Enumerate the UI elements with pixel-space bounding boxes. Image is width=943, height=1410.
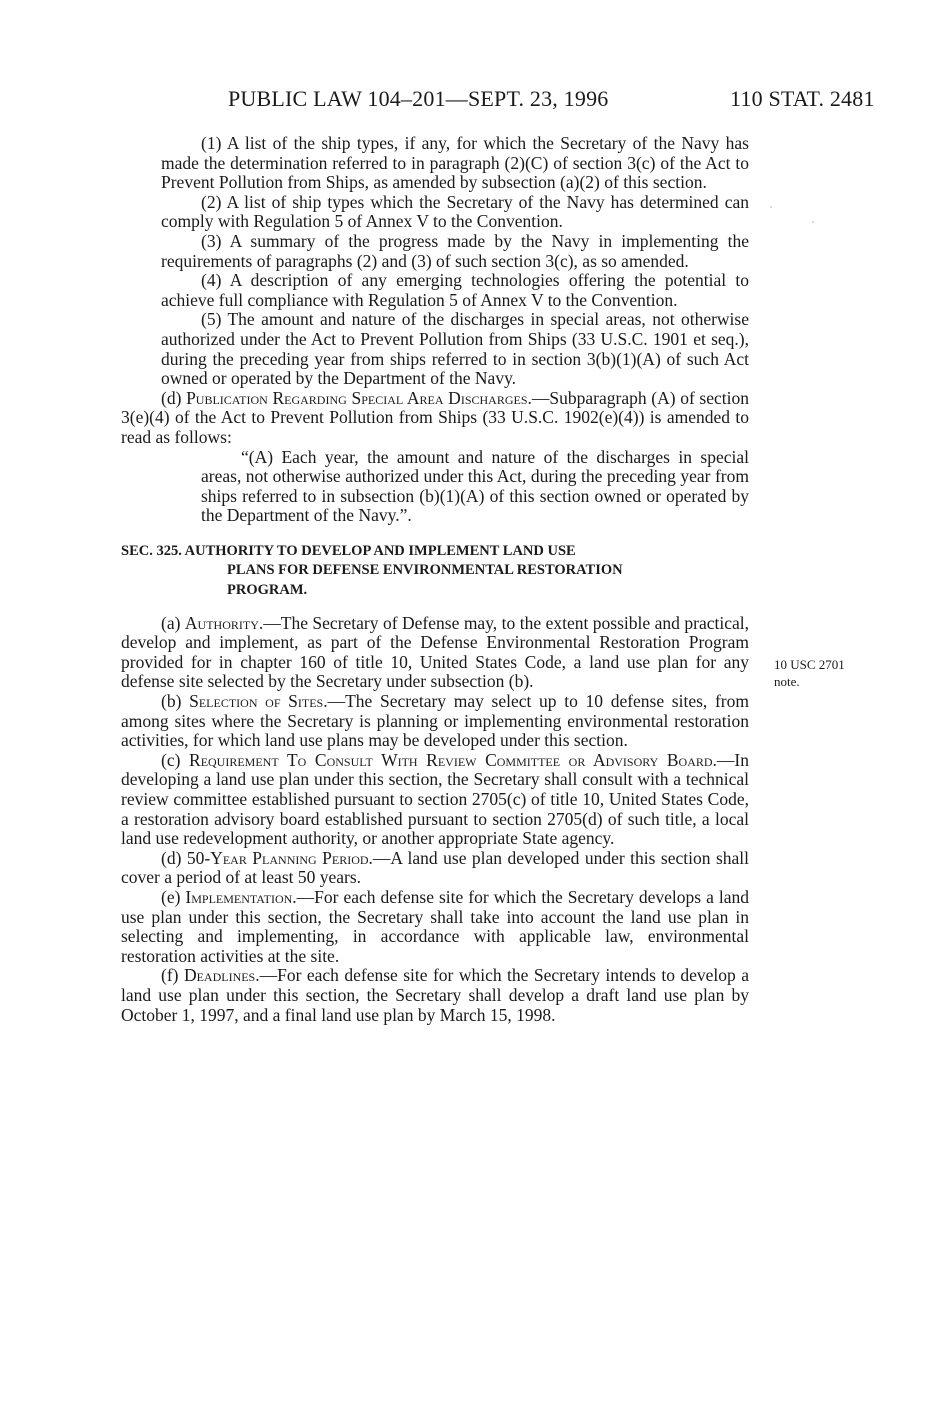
subsection-e xyxy=(121,888,749,966)
subsection-heading: Authority. xyxy=(184,612,264,633)
list-item-4: (4) A description of any emerging technologies offering the potential to achieve full compliance with Regulation 5 of Annex V to the Convention. xyxy=(161,270,749,310)
subsection-d-publication xyxy=(121,389,749,448)
list-item-5: (5) The amount and nature of the discharges in special areas, not otherwise authorized under the Act to Prevent Pollution from Ships (33 U.S.C. 1901 et seq.), during the preceding year from ships referred to in section 3(b)(1)(A) of such Act owned or operated by the Department of the Navy. xyxy=(161,309,749,389)
subsection-heading: 50-Year Planning Period. xyxy=(186,847,373,868)
section-heading xyxy=(121,542,749,601)
subsection-text: —For each defense site for which the Secretary develops a land use plan under this section, the Secretary shall take into account the land use plan in selecting and implementing, in accordance with applicable law, environmental restoration activities at the site. xyxy=(121,886,749,966)
subsection-text: —The Secretary of Defense may, to the extent possible and practical, develop and implement, as part of the Defense Environmental Restoration Program provided for in chapter 160 of title 10, United States Code, a land use plan for any defense site selected by the Secretary under subsection (b). xyxy=(121,612,749,692)
subsection-label: (e) xyxy=(161,886,186,907)
scan-speck xyxy=(812,221,814,223)
subsection-heading: Publication Regarding Special Area Discharges. xyxy=(186,387,532,408)
subsection-text: —Subparagraph (A) of section 3(e)(4) of the Act to Prevent Pollution from Ships (33 U.S.C. 1902(e)(4)) is amended to read as follows: xyxy=(121,387,750,447)
subsection-label: (c) xyxy=(161,749,190,770)
subsection-heading: Requirement To Consult With Review Committee or Advisory Board. xyxy=(189,749,717,770)
subsection-c xyxy=(121,751,749,849)
statute-page-number: 110 STAT. 2481 xyxy=(730,86,875,111)
subsection-a xyxy=(121,614,749,692)
subsection-b xyxy=(121,692,749,751)
section-heading-line-1: SEC. 325. AUTHORITY TO DEVELOP AND IMPLEMENT LAND USE xyxy=(121,542,576,559)
subsection-text: —In developing a land use plan under this section, the Secretary shall consult with a technical review committee established pursuant to section 2705(c) of title 10, United States Code, a restoration advisory board established pursuant to section 2705(d) of such title, a local land use redevelopment authority, or another appropriate State agency. xyxy=(121,749,749,849)
quoted-amendment xyxy=(121,448,749,526)
subsection-heading: Deadlines. xyxy=(183,965,260,986)
header-title: PUBLIC LAW 104–201—SEPT. 23, 1996 xyxy=(228,86,609,111)
list-item-1: (1) A list of the ship types, if any, for which the Secretary of the Navy has made the determination referred to in paragraph (2)(C) of section 3(c) of the Act to Prevent Pollution from Ships, as amended by subsection (a)(2) of this section. xyxy=(161,133,749,193)
subsection-label: (a) xyxy=(161,612,185,633)
section-heading-line-2: PLANS FOR DEFENSE ENVIRONMENTAL RESTORATION xyxy=(227,562,623,579)
subsection-label: (d) xyxy=(161,387,187,408)
subsection-label: (b) xyxy=(161,691,190,712)
subsection-heading: Selection of Sites. xyxy=(189,691,328,712)
subsection-text: —For each defense site for which the Secretary intends to develop a land use plan under this section, the Secretary shall develop a draft land use plan by October 1, 1997, and a final land use plan by March 15, 1998. xyxy=(121,965,750,1025)
subsection-label: (f) xyxy=(161,965,184,986)
subsection-heading: Implementation. xyxy=(185,886,297,907)
running-header xyxy=(0,86,943,116)
subsection-label: (d) xyxy=(161,847,187,868)
section-heading-line-3: PROGRAM. xyxy=(227,582,308,599)
subsection-text: —The Secretary may select up to 10 defense sites, from among sites where the Secretary is planning or implementing environmental restoration activities, for which land use plans may be developed under this section. xyxy=(121,691,749,751)
margin-note-citation: 10 USC 2701 xyxy=(774,657,845,672)
subsection-f xyxy=(121,966,749,1025)
list-item-2: (2) A list of ship types which the Secretary of the Navy has determined can comply with Regulation 5 of Annex V to the Convention. xyxy=(161,191,749,232)
margin-note xyxy=(774,656,894,690)
margin-note-suffix: note. xyxy=(774,674,800,689)
subsection-text: —A land use plan developed under this section shall cover a period of at least 50 years. xyxy=(121,847,750,888)
page-body xyxy=(121,134,749,1025)
quoted-text: “(A) Each year, the amount and nature of the discharges in special areas, not otherwise authorized under this Act, during the preceding year from ships referred to in subsection (b)(1)(A) of this section owned or operated by the Department of the Navy.”. xyxy=(201,446,749,526)
list-item-3: (3) A summary of the progress made by the Navy in implementing the requirements of paragraphs (2) and (3) of such section 3(c), as so amended. xyxy=(161,230,749,271)
subsection-d xyxy=(121,849,749,888)
scan-speck xyxy=(770,206,772,208)
